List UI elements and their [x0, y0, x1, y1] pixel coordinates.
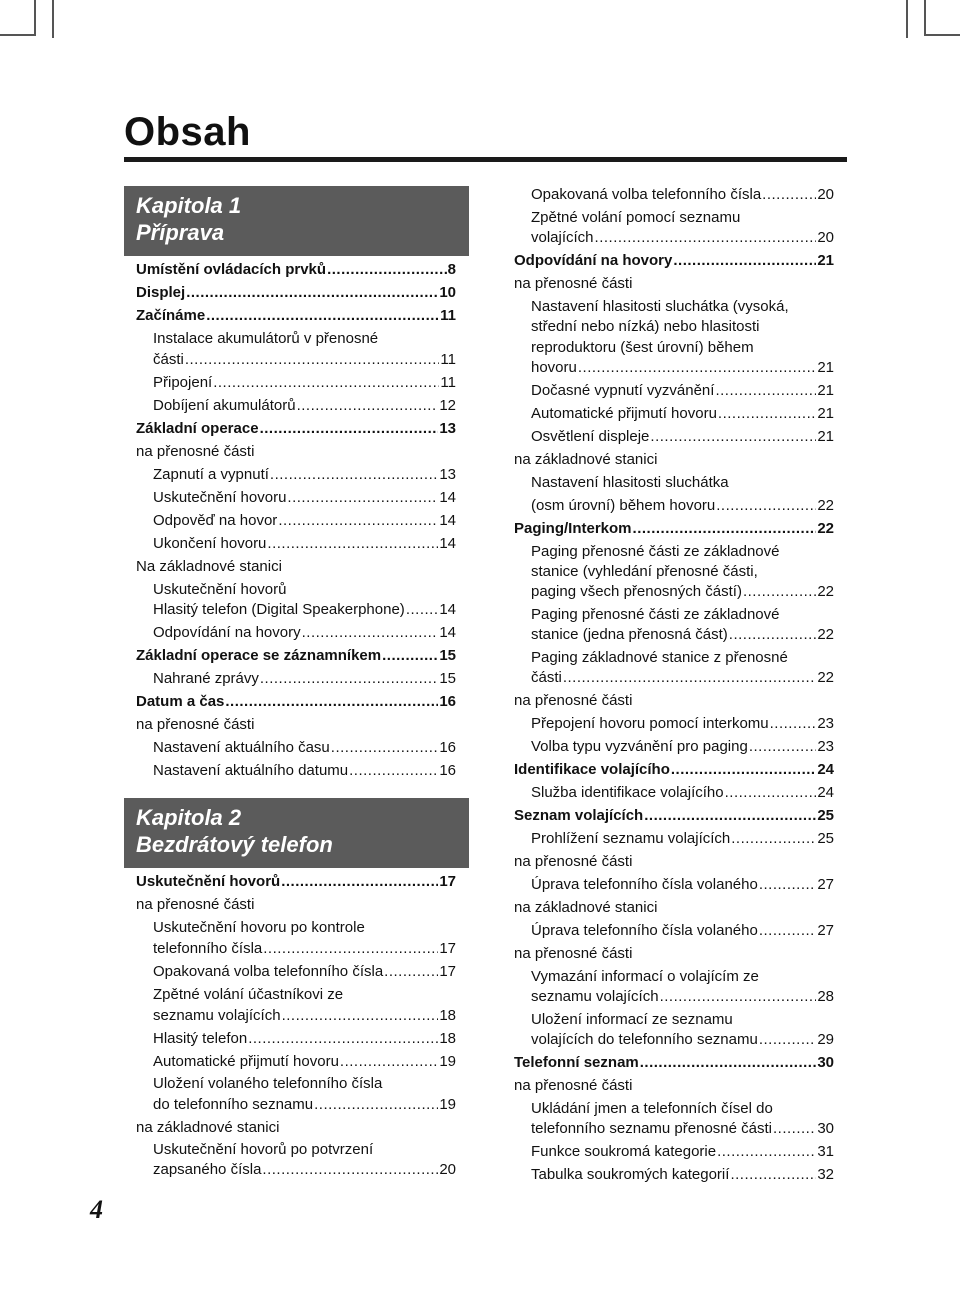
- toc-entry-title: Paging základnové stanice z přenosné: [531, 649, 788, 666]
- toc-entry-title: Nahrané zprávy: [153, 670, 259, 687]
- toc-entry-title: telefonního seznamu přenosné části: [531, 1120, 772, 1137]
- toc-entry: [531, 827, 834, 850]
- toc-entry-title: Začínáme: [136, 307, 206, 324]
- toc-entry-page: 16: [439, 762, 456, 779]
- toc-entry-page: 11: [440, 351, 456, 368]
- toc-entry-page: 22: [817, 497, 834, 514]
- toc-entry: [136, 440, 254, 463]
- toc-entry-title: Telefonní seznam: [514, 1054, 639, 1071]
- toc-entry-title: Základní operace: [136, 420, 259, 437]
- toc-entry-title: Datum a čas: [136, 693, 225, 710]
- toc-entry-title: Instalace akumulátorů v přenosné: [153, 330, 379, 347]
- toc-entry-title: Nastavení aktuálního datumu: [153, 762, 349, 779]
- toc-entry-title: Zpětné volání účastníkovi ze: [153, 986, 344, 1003]
- toc-entry: [514, 896, 657, 919]
- toc-entry: [153, 394, 456, 417]
- crop-mark: [924, 34, 960, 36]
- toc-entry-title: Nastavení hlasitosti sluchátka: [531, 474, 729, 491]
- toc-entry-title: Opakovaná volba telefonního čísla: [153, 963, 384, 980]
- toc-entry-title: Uskutečnění hovoru: [153, 489, 287, 506]
- crop-mark: [0, 34, 36, 36]
- toc-entry-title: Dočasné vypnutí vyzvánění: [531, 382, 715, 399]
- toc-entry-title: Přepojení hovoru pomocí interkomu: [531, 715, 769, 732]
- toc-entry: [136, 870, 456, 893]
- toc-entry: [514, 804, 834, 827]
- crop-mark: [924, 0, 926, 36]
- toc-entry-title: stanice (vyhledání přenosné části,: [531, 563, 758, 580]
- toc-entry-title: Opakovaná volba telefonního čísla: [531, 186, 762, 203]
- toc-entry-title: na přenosné části: [514, 853, 633, 870]
- dot-leader: [282, 1004, 439, 1027]
- toc-entry-title: Paging přenosné části ze základnové: [531, 543, 780, 560]
- toc-entry-title: Uskutečnění hovorů po potvrzení: [153, 1141, 374, 1158]
- toc-entry-page: 30: [817, 1120, 834, 1137]
- toc-entry-page: 8: [447, 261, 456, 278]
- dot-leader: [314, 1093, 438, 1116]
- toc-entry: [531, 666, 834, 689]
- toc-entry-page: 14: [439, 489, 456, 506]
- toc-entry: [153, 598, 456, 621]
- toc-entry-page: 12: [439, 397, 456, 414]
- toc-entry: [531, 494, 834, 517]
- toc-entry-title: Ukládání jmen a telefonních čísel do: [531, 1100, 773, 1117]
- toc-entry: [153, 621, 456, 644]
- toc-entry-title: části: [531, 669, 562, 686]
- toc-entry-title: Funkce soukromá kategorie: [531, 1143, 717, 1160]
- toc-entry-title: stanice (jedna přenosná část): [531, 626, 728, 643]
- toc-entry: [531, 985, 834, 1008]
- toc-entry-page: 13: [439, 466, 456, 483]
- toc-entry: [153, 1004, 456, 1027]
- toc-entry-title: na přenosné části: [514, 1077, 633, 1094]
- toc-entry: [153, 348, 456, 371]
- toc-entry: [514, 758, 834, 781]
- toc-entry: [153, 916, 365, 939]
- toc-entry-title: na přenosné části: [136, 896, 255, 913]
- toc-entry: [531, 580, 834, 603]
- toc-entry-title: Paging přenosné části ze základnové: [531, 606, 780, 623]
- toc-entry: [153, 1158, 456, 1181]
- dot-leader: [730, 1163, 816, 1186]
- toc-entry: [531, 471, 729, 494]
- dot-leader: [267, 532, 438, 555]
- toc-entry-page: 22: [817, 626, 834, 643]
- toc-entry: [531, 1117, 834, 1140]
- dot-leader: [578, 356, 816, 379]
- toc-entry: [531, 402, 834, 425]
- toc-entry: [514, 1051, 834, 1074]
- toc-entry-title: seznamu volajících: [531, 988, 659, 1005]
- toc-entry-page: 21: [817, 359, 834, 376]
- toc-entry: [531, 735, 834, 758]
- toc-entry: [514, 517, 834, 540]
- dot-leader: [725, 781, 817, 804]
- dot-leader: [260, 667, 438, 690]
- dot-leader: [673, 249, 816, 272]
- dot-leader: [213, 371, 439, 394]
- dot-leader: [770, 712, 817, 735]
- toc-entry-title: Volba typu vyzvánění pro paging: [531, 738, 748, 755]
- crop-mark: [52, 0, 54, 38]
- toc-entry-title: Základní operace se záznamníkem: [136, 647, 382, 664]
- toc-entry-title: na přenosné části: [514, 692, 633, 709]
- toc-entry: [153, 1093, 456, 1116]
- toc-entry-title: Paging/Interkom: [514, 520, 632, 537]
- toc-entry-title: na přenosné části: [136, 716, 255, 733]
- dot-leader: [248, 1027, 438, 1050]
- toc-entry: [153, 486, 456, 509]
- toc-entry-page: 21: [817, 428, 834, 445]
- dot-leader: [743, 580, 816, 603]
- toc-entry-title: Na základnové stanici: [136, 558, 282, 575]
- dot-leader: [749, 735, 816, 758]
- dot-leader: [263, 937, 438, 960]
- dot-leader: [759, 873, 816, 896]
- toc-entry: [153, 327, 378, 350]
- chapter-name: Příprava: [136, 220, 225, 245]
- toc-entry-page: 18: [439, 1007, 456, 1024]
- dot-leader: [382, 644, 438, 667]
- toc-entry-title: Odpovídání na hovory: [514, 252, 673, 269]
- toc-entry: [153, 667, 456, 690]
- dot-leader: [716, 494, 816, 517]
- dot-leader: [759, 919, 816, 942]
- toc-entry-title: Uskutečnění hovorů: [136, 873, 281, 890]
- toc-entry: [136, 555, 282, 578]
- toc-entry: [136, 417, 456, 440]
- toc-entry: [514, 689, 632, 712]
- toc-entry: [136, 304, 456, 327]
- toc-entry-title: na základnové stanici: [136, 1119, 280, 1136]
- toc-entry-title: telefonního čísla: [153, 940, 263, 957]
- toc-entry: [514, 942, 632, 965]
- toc-entry: [153, 960, 456, 983]
- toc-entry-page: 22: [817, 669, 834, 686]
- toc-entry-title: Dobíjení akumulátorů: [153, 397, 296, 414]
- toc-entry-title: Hlasitý telefon: [153, 1030, 248, 1047]
- toc-entry: [136, 690, 456, 713]
- toc-entry-page: 24: [817, 761, 834, 778]
- toc-entry-page: 29: [817, 1031, 834, 1048]
- toc-entry-title: Uložení informací ze seznamu: [531, 1011, 733, 1028]
- toc-entry: [531, 379, 834, 402]
- toc-entry-page: 21: [817, 382, 834, 399]
- dot-leader: [595, 226, 817, 249]
- toc-entry-title: Nastavení hlasitosti sluchátka (vysoká,: [531, 298, 789, 315]
- toc-entry: [531, 1028, 834, 1051]
- toc-right-column: [512, 0, 842, 1312]
- toc-entry-page: 11: [440, 374, 456, 391]
- toc-entry: [531, 1163, 834, 1186]
- toc-entry: [514, 249, 834, 272]
- dot-leader: [718, 402, 816, 425]
- toc-entry-page: 14: [439, 512, 456, 529]
- toc-entry-page: 32: [817, 1166, 834, 1183]
- toc-entry-title: Automatické přijmutí hovoru: [531, 405, 717, 422]
- toc-entry-title: Prohlížení seznamu volajících: [531, 830, 731, 847]
- toc-entry-title: Služba identifikace volajícího: [531, 784, 724, 801]
- toc-left-column: [124, 0, 469, 1312]
- toc-entry-page: 16: [439, 739, 456, 756]
- toc-entry-page: 30: [817, 1054, 834, 1071]
- toc-entry-page: 17: [439, 940, 456, 957]
- dot-leader: [759, 1028, 817, 1051]
- toc-entry-page: 20: [439, 1161, 456, 1178]
- toc-entry: [153, 463, 456, 486]
- toc-entry: [514, 850, 632, 873]
- toc-entry: [531, 781, 834, 804]
- toc-entry: [153, 1027, 456, 1050]
- toc-entry-page: 21: [817, 405, 834, 422]
- dot-leader: [260, 417, 439, 440]
- toc-entry-title: Uskutečnění hovorů: [153, 581, 287, 598]
- chapter-name: Bezdrátový telefon: [136, 832, 333, 857]
- dot-leader: [406, 598, 439, 621]
- toc-entry-title: volajících do telefonního seznamu: [531, 1031, 758, 1048]
- toc-entry: [531, 1140, 834, 1163]
- toc-entry: [136, 1116, 279, 1139]
- toc-entry-title: reproduktoru (šest úrovní) během: [531, 339, 754, 356]
- chapter-label: Kapitola 1: [136, 193, 242, 218]
- toc-entry: [153, 736, 456, 759]
- page-title: Obsah: [124, 110, 251, 154]
- dot-leader: [287, 486, 438, 509]
- toc-entry-page: 15: [439, 670, 456, 687]
- toc-entry-title: Připojení: [153, 374, 213, 391]
- toc-entry: [136, 644, 456, 667]
- toc-entry: [153, 937, 456, 960]
- toc-entry-title: Automatické přijmutí hovoru: [153, 1053, 339, 1070]
- toc-entry-title: na přenosné části: [514, 275, 633, 292]
- dot-leader: [563, 666, 816, 689]
- dot-leader: [717, 1140, 816, 1163]
- toc-entry-page: 18: [439, 1030, 456, 1047]
- toc-entry: [531, 356, 834, 379]
- toc-entry-title: zapsaného čísla: [153, 1161, 262, 1178]
- toc-entry: [531, 183, 834, 206]
- chapter-banner-2: [124, 798, 469, 868]
- dot-leader: [349, 759, 438, 782]
- dot-leader: [281, 870, 438, 893]
- toc-entry: [136, 713, 254, 736]
- toc-entry-title: Uskutečnění hovoru po kontrole: [153, 919, 365, 936]
- toc-entry: [531, 623, 834, 646]
- chapter-label: Kapitola 2: [136, 805, 242, 830]
- toc-entry-title: Vymazání informací o volajícím ze: [531, 968, 759, 985]
- toc-entry-title: paging všech přenosných částí): [531, 583, 742, 600]
- toc-entry: [514, 448, 657, 471]
- toc-entry: [531, 919, 834, 942]
- toc-entry-title: Ukončení hovoru: [153, 535, 267, 552]
- toc-entry-title: Tabulka soukromých kategorií: [531, 1166, 730, 1183]
- dot-leader: [206, 304, 439, 327]
- toc-entry: [153, 759, 456, 782]
- toc-entry-page: 20: [817, 186, 834, 203]
- dot-leader: [186, 281, 438, 304]
- dot-leader: [640, 1051, 817, 1074]
- dot-leader: [650, 425, 816, 448]
- toc-entry: [153, 983, 343, 1006]
- toc-entry: [514, 272, 632, 295]
- toc-entry-title: Displej: [136, 284, 186, 301]
- dot-leader: [262, 1158, 438, 1181]
- toc-entry-page: 21: [817, 252, 834, 269]
- toc-entry-page: 22: [817, 583, 834, 600]
- crop-mark: [906, 0, 908, 38]
- dot-leader: [270, 463, 438, 486]
- toc-entry-page: 17: [439, 873, 456, 890]
- toc-entry: [153, 1050, 456, 1073]
- toc-entry-title: části: [153, 351, 184, 368]
- toc-entry-title: Zpětné volání pomocí seznamu: [531, 209, 741, 226]
- toc-entry-title: Zapnutí a vypnutí: [153, 466, 269, 483]
- dot-leader: [331, 736, 439, 759]
- toc-entry-page: 13: [439, 420, 456, 437]
- dot-leader: [773, 1117, 816, 1140]
- dot-leader: [185, 348, 440, 371]
- crop-mark: [34, 0, 36, 36]
- toc-entry: [531, 425, 834, 448]
- dot-leader: [660, 985, 817, 1008]
- dot-leader: [731, 827, 816, 850]
- toc-entry-page: 27: [817, 876, 834, 893]
- dot-leader: [302, 621, 439, 644]
- toc-entry-page: 11: [440, 307, 456, 324]
- toc-entry-title: na přenosné části: [514, 945, 633, 962]
- toc-entry: [153, 532, 456, 555]
- toc-entry: [153, 1072, 382, 1095]
- toc-entry-title: střední nebo nízká) nebo hlasitosti: [531, 318, 760, 335]
- dot-leader: [278, 509, 438, 532]
- dot-leader: [633, 517, 817, 540]
- dot-leader: [671, 758, 816, 781]
- toc-entry-page: 10: [439, 284, 456, 301]
- toc-entry-page: 17: [439, 963, 456, 980]
- toc-entry: [136, 893, 254, 916]
- toc-entry-title: seznamu volajících: [153, 1007, 281, 1024]
- toc-entry: [531, 873, 834, 896]
- toc-entry-title: (osm úrovní) během hovoru: [531, 497, 716, 514]
- toc-entry-page: 28: [817, 988, 834, 1005]
- toc-entry-page: 27: [817, 922, 834, 939]
- dot-leader: [297, 394, 439, 417]
- toc-entry-page: 19: [439, 1053, 456, 1070]
- toc-entry-page: 14: [439, 624, 456, 641]
- toc-entry: [531, 315, 759, 338]
- toc-entry-title: do telefonního seznamu: [153, 1096, 314, 1113]
- dot-leader: [729, 623, 817, 646]
- toc-entry-page: 14: [439, 601, 456, 618]
- dot-leader: [715, 379, 816, 402]
- page-number: 4: [90, 1195, 103, 1224]
- toc-entry: [531, 226, 834, 249]
- toc-entry-title: Identifikace volajícího: [514, 761, 670, 778]
- toc-entry-title: Osvětlení displeje: [531, 428, 650, 445]
- dot-leader: [644, 804, 816, 827]
- toc-entry-page: 22: [817, 520, 834, 537]
- toc-entry: [531, 712, 834, 735]
- toc-entry-title: Nastavení aktuálního času: [153, 739, 330, 756]
- dot-leader: [762, 183, 816, 206]
- toc-entry-page: 31: [817, 1143, 834, 1160]
- toc-entry-page: 19: [439, 1096, 456, 1113]
- toc-entry-title: hovoru: [531, 359, 577, 376]
- toc-entry-title: na základnové stanici: [514, 451, 658, 468]
- toc-entry-title: volajících: [531, 229, 594, 246]
- toc-entry: [153, 371, 456, 394]
- toc-entry-title: Úprava telefonního čísla volaného: [531, 876, 758, 893]
- toc-entry-page: 25: [817, 807, 834, 824]
- toc-entry: [136, 281, 456, 304]
- toc-entry-page: 20: [817, 229, 834, 246]
- toc-entry-title: Seznam volajících: [514, 807, 644, 824]
- toc-entry-title: Umístění ovládacích prvků: [136, 261, 327, 278]
- toc-entry: [153, 509, 456, 532]
- toc-entry-page: 24: [817, 784, 834, 801]
- toc-entry-title: na přenosné části: [136, 443, 255, 460]
- toc-entry-page: 16: [439, 693, 456, 710]
- dot-leader: [327, 258, 447, 281]
- toc-entry-title: Hlasitý telefon (Digital Speakerphone): [153, 601, 405, 618]
- dot-leader: [340, 1050, 438, 1073]
- toc-entry-title: Uložení volaného telefonního čísla: [153, 1075, 383, 1092]
- toc-entry-page: 23: [817, 715, 834, 732]
- toc-entry: [136, 258, 456, 281]
- toc-entry-title: Odpovídání na hovory: [153, 624, 301, 641]
- chapter-banner-1: [124, 186, 469, 256]
- dot-leader: [225, 690, 438, 713]
- toc-entry-page: 14: [439, 535, 456, 552]
- toc-entry-title: Odpověď na hovor: [153, 512, 278, 529]
- toc-entry-page: 15: [439, 647, 456, 664]
- toc-entry-page: 23: [817, 738, 834, 755]
- toc-entry-page: 25: [817, 830, 834, 847]
- toc-entry: [514, 1074, 632, 1097]
- dot-leader: [384, 960, 438, 983]
- toc-entry-title: na základnové stanici: [514, 899, 658, 916]
- toc-entry-title: Úprava telefonního čísla volaného: [531, 922, 758, 939]
